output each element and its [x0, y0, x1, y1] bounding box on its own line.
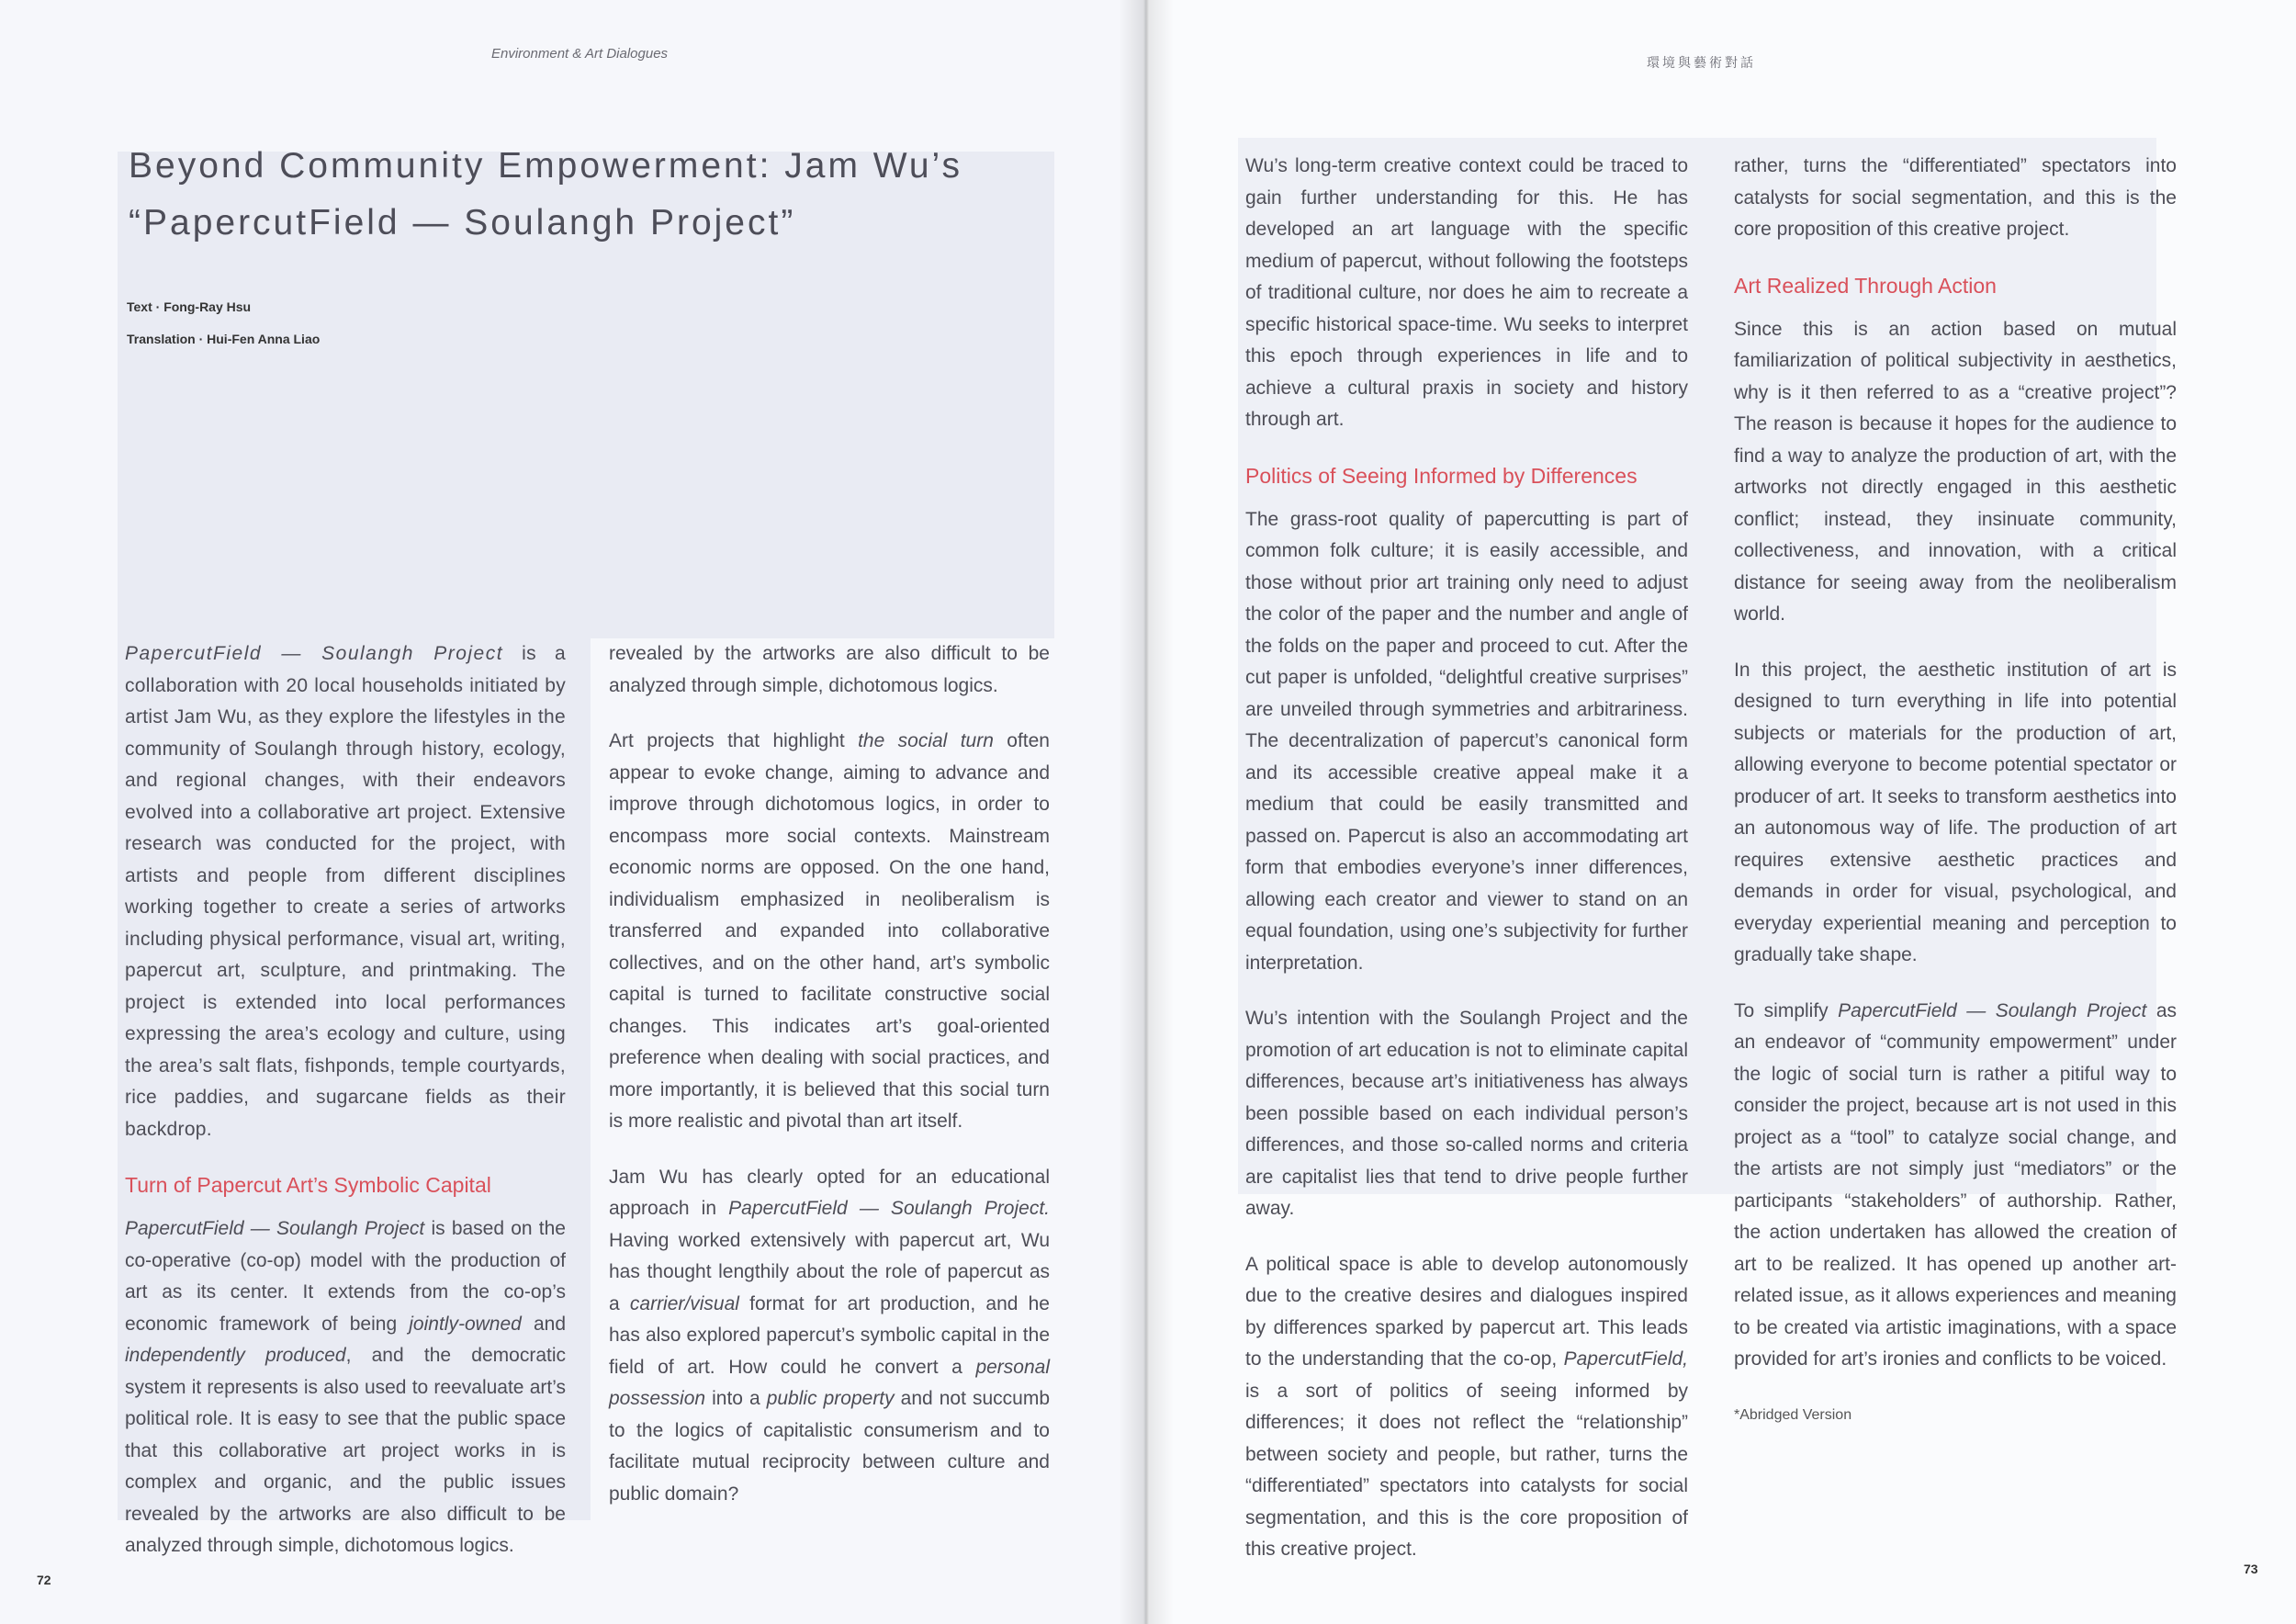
section-heading-politics-of-seeing: Politics of Seeing Informed by Differences — [1245, 463, 1638, 488]
paragraph-text: and — [521, 1313, 566, 1335]
paragraph — [125, 1213, 566, 1556]
paragraph-text: often appear to evoke change, aiming to advance and improve through dichotomous logics, in order to encompass more social contexts. Mainstream economic norms are opposed. On the one hand, individualism emphasized in neoliberalism is transferred and expanded into collaborative collectives, and on the other hand, art’s symbolic capital is turned to facilitate constructive social changes. This indicates art’s goal-oriented preference when dealing with social practices, and more importantly, it is believed that this social turn is more realistic and pivotal than art itself. — [609, 730, 1050, 1132]
credit-author: Fong-Ray Hsu — [163, 299, 252, 314]
paragraph-text: is a sort of politics of seeing informed by differences; it does not reflect the “relationship” between society and people, but rather, turns the “differentiated” spectators into catalysts for social segmentation, and this is the core proposition of this creative project. — [1245, 1380, 1688, 1560]
project-title-italic: PapercutField — Soulangh Project — [125, 1218, 425, 1239]
paragraph-text: To simplify — [1734, 999, 1839, 1021]
project-title-italic: PapercutField — Soulangh Project — [125, 643, 504, 664]
credit-translation-role: Translation — [127, 332, 196, 346]
credit-text-role: Text — [127, 299, 152, 314]
italic-term: PapercutField — Soulangh Project — [1838, 999, 2147, 1021]
italic-term: public property — [766, 1388, 895, 1409]
paragraph-text: as an endeavor of “community empowerment” under the logic of social turn is rather a pitiful way to consider the project, because art is not used in this project as a “tool” to catalyze social change, and the artists are not simply just “mediators” or the participants “stakeholders” of authorship. Rather, the action undertaken has allowed the creation of art to be realized. It has opened up another art-related issue, as it allows experiences and meaning to be created via artistic imaginations, with a space provided for art’s ironies and conflicts to be voiced. — [1734, 999, 2177, 1370]
italic-term: jointly-owned — [409, 1313, 522, 1335]
italic-term: PapercutField, — [1563, 1348, 1688, 1370]
left-page-column-2 — [609, 638, 1050, 1534]
paragraph: Wu’s long-term creative context could be traced to gain further understanding for this. He has developed an art language with the specific medium of papercut, without following the footsteps of traditional culture, nor does he aim to recreate a specific historical space-time. Wu seeks to interpret this epoch through experiences in life and to achieve a cultural praxis in society and history through art. — [1245, 155, 1688, 430]
italic-term: carrier/visual — [629, 1292, 739, 1314]
paragraph: Wu’s intention with the Soulangh Project and the promotion of art education is not to eliminate capital differences, because art’s initiativeness has always been possible based on each individual person’s differences, and those so-called norms and criteria are capitalist lies that tend to drive people further away. — [1245, 1008, 1688, 1219]
paragraph-text: and not succumb to the logics of capitalistic consumerism and to facilitate mutual reciprocity between culture and public domain? — [609, 1388, 1050, 1505]
paragraph-text: Art projects that highlight — [609, 730, 859, 751]
paragraph — [1734, 996, 2177, 1376]
paragraph-text: Jam Wu has clearly opted for an educational approach in — [609, 1166, 1050, 1219]
left-page — [0, 0, 1146, 1624]
paragraph-text: A political space is able to develop autonomously due to the creative desires and dialogues inspired by differences sparked by papercut art. This leads to the understanding that the co-op, — [1245, 1253, 1688, 1370]
running-title-left: Environment & Art Dialogues — [491, 46, 669, 62]
credit-text — [127, 299, 251, 314]
italic-term: independently produced — [125, 1345, 346, 1366]
running-title-right: 環境與藝術對話 — [1647, 55, 1756, 70]
paragraph — [125, 638, 566, 1145]
paragraph-text: into a — [705, 1388, 767, 1409]
right-page-column-2 — [1734, 151, 2177, 1455]
credit-translation — [127, 332, 320, 346]
paragraph: In this project, the aesthetic institution of art is designed to turn everything in life into potential subjects or materials for the production of art, allowing everyone to become potential spectator or producer of art. It seeks to transform aesthetics into an autonomous way of life. The production of art requires extensive aesthetic practices and demands in order for visual, psychological, and everyday experiential meaning and perception to gradually take shape. — [1734, 659, 2177, 965]
paragraph-text: is a collaboration with 20 local households initiated by artist Jam Wu, as they explore the lifestyles in the community of Soulangh through history, ecology, and regional changes, with their endeavors evolved into a collaborative art project. Extensive research was conducted for the project, with artists and people from different disciplines working together to create a series of artworks including physical performance, visual art, writing, papercut art, sculpture, and printmaking. The project is extended into local performances expressing the area’s ecology and culture, using the area’s salt flats, fishponds, temple courtyards, rice paddies, and sugarcane fields as their backdrop. — [125, 643, 566, 1140]
paragraph — [609, 726, 1050, 1138]
article-title — [129, 138, 1047, 252]
paragraph-text: format for art production, and he has also explored papercut’s symbolic capital in the field of art. How could he convert a — [609, 1292, 1050, 1378]
article-title-line1: Beyond Community Empowerment: Jam Wu’s — [129, 146, 963, 186]
italic-term: PapercutField — Soulangh Project. — [728, 1198, 1050, 1219]
section-heading-symbolic-capital: Turn of Papercut Art’s Symbolic Capital — [125, 1173, 491, 1197]
credit-separator: · — [198, 332, 204, 346]
paragraph-text: Having worked extensively with papercut art, Wu has thought lengthily about the role of papercut as a — [609, 1229, 1050, 1314]
credit-translator: Hui-Fen Anna Liao — [207, 332, 321, 346]
article-title-line2: “PapercutField — Soulangh Project” — [129, 203, 796, 242]
left-page-column-1 — [125, 638, 566, 1556]
right-page — [1146, 0, 2296, 1624]
credit-separator: · — [155, 299, 161, 314]
paragraph — [609, 1162, 1050, 1511]
page-number-right: 73 — [2244, 1562, 2258, 1576]
paragraph-continuation: revealed by the artworks are also difficult to be analyzed through simple, dichotomous logics. — [609, 643, 1050, 696]
book-gutter-shadow — [1119, 0, 1174, 1624]
paragraph-text: is based on the co-operative (co-op) model with the production of art as its center. It extends from the co-op’s economic framework of being — [125, 1218, 566, 1335]
section-heading-art-realized: Art Realized Through Action — [1734, 273, 1997, 298]
paragraph: Since this is an action based on mutual familiarization of political subjectivity in aesthetics, why is it then referred to as a “creative project”? The reason is because it hopes for the audience to find a way to analyze the production of art, with the artworks not directly engaged in this aesthetic conflict; instead, they insinuate community, collectiveness, and innovation, with a critical distance for seeing away from the neoliberalism world. — [1734, 318, 2177, 625]
paragraph — [1245, 1249, 1688, 1560]
paragraph: The grass-root quality of papercutting is part of common folk culture; it is easily accessible, and those without prior art training only need to adjust the color of the paper and the number and angle of the folds on the paper and proceed to cut. After the cut paper is unfolded, “delightful creative surprises” are unveiled through symmetries and arbitrariness. The decentralization of papercut’s canonical form and its accessible creative appeal make it a medium that could be easily transmitted and passed on. Papercut is also an accommodating art form that embodies everyone’s inner differences, allowing each creator and viewer to stand on an equal foundation, using one’s subjectivity for further interpretation. — [1245, 508, 1688, 974]
paragraph-continuation: rather, turns the “differentiated” spectators into catalysts for social segmentation, and this is the core proposition of this creative project. — [1734, 155, 2177, 240]
right-page-column-1 — [1245, 151, 1688, 1560]
paragraph-text: , and the democratic system it represents is also used to reevaluate art’s political role. It is easy to see that the public space that this collaborative art project works in is complex and organic, and the public issues revealed by the artworks are also difficult to be analyzed through simple, dichotomous logics. — [125, 1345, 566, 1556]
italic-term: the social turn — [858, 730, 994, 751]
abridged-note: *Abridged Version — [1734, 1406, 1852, 1423]
italic-term: personal possession — [609, 1356, 1050, 1409]
page-number-left: 72 — [37, 1573, 51, 1587]
